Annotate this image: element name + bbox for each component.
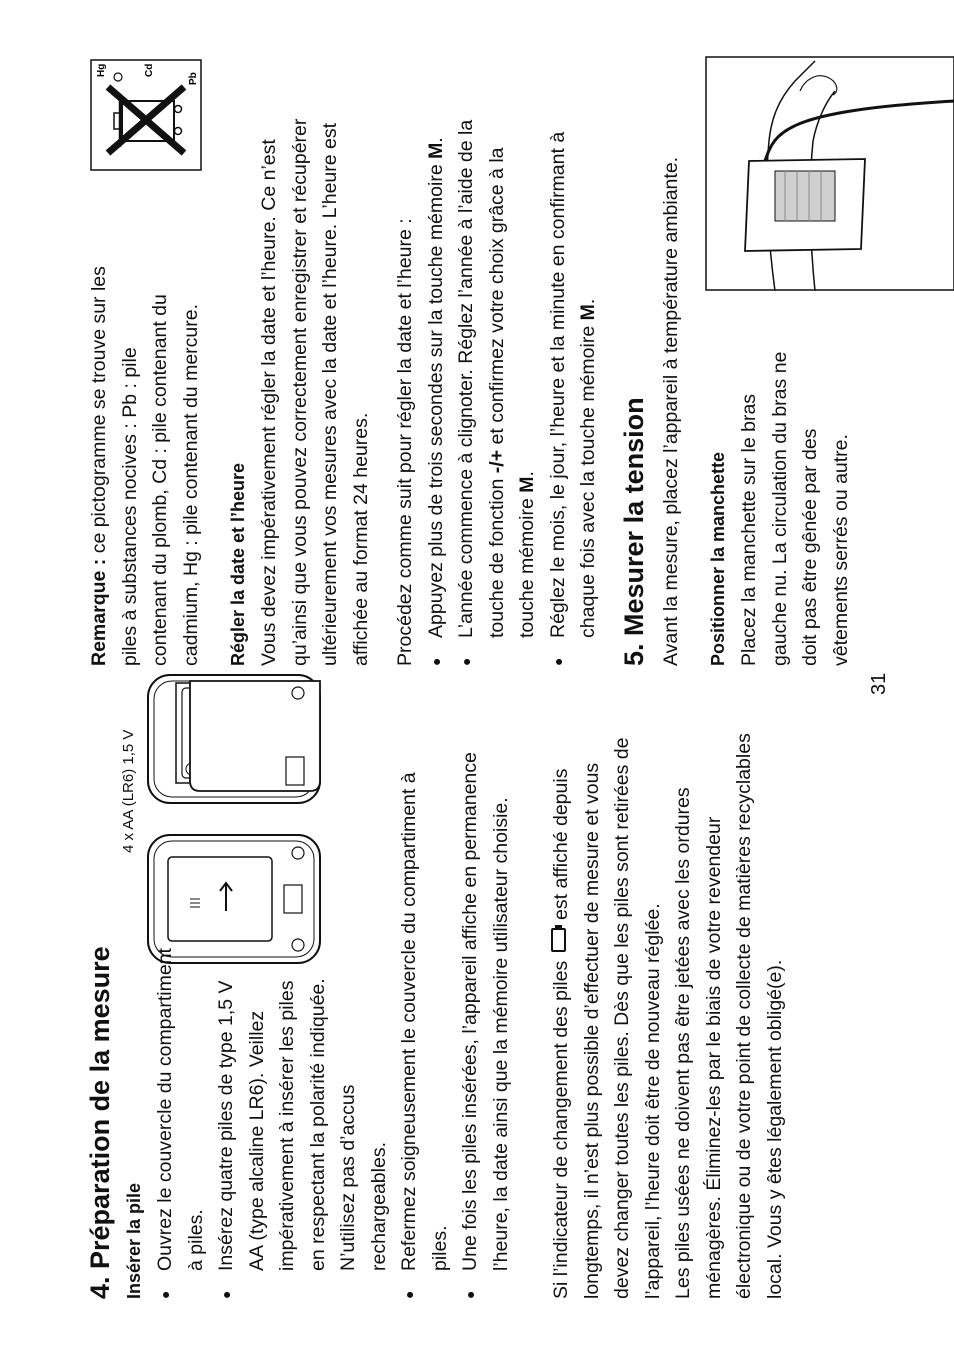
spacer (376, 86, 390, 666)
cuff-heading: Positionner la manchette (708, 451, 728, 666)
punctuation: . (516, 471, 538, 477)
datetime-procedure: Procédez comme suit pour régler la date et l’heure : (394, 218, 416, 666)
memory-key-label: M (516, 476, 538, 493)
indicator-text-2: est affiché depuis longtemps, il n’est plus possible d’effectuer de mesure et vous devez changer toutes les piles. Dès que les piles sont retirées de l’appareil, l’heure doit être de nouveau réglée. (550, 737, 664, 1299)
battery-compartment-illustration (120, 671, 370, 971)
crossed-out-bin-icon (90, 59, 202, 171)
list-item-text: Ouvrez le couvercle du compartiment à piles. (154, 948, 207, 1271)
datetime-heading: Régler la date et l’heure (228, 462, 248, 666)
cuff-paragraph: Placez la manchette sur le bras gauche nu. La circulation du bras ne doit pas être gênée par des vêtements serrés ou autre. (738, 351, 852, 666)
list-item (455, 724, 516, 1299)
list-item (211, 971, 394, 1299)
memory-key-label: M (424, 142, 447, 159)
note-paragraph (84, 266, 206, 666)
arm-cuff-illustration (705, 56, 954, 291)
crossed-out-bin-figure (90, 59, 202, 171)
function-key-label: -/+ (485, 449, 508, 474)
battery-icon (551, 928, 566, 952)
cuff-figure (705, 56, 954, 291)
disposal-paragraph: Les piles usées ne doivent pas être jetées avec les ordures ménagères. Éliminez-les par le biais de votre revendeur électronique ou de votre point de collecte de matières recyclables local. Vous y êtes légalement obligé(e). (672, 733, 786, 1299)
memory-key-label: M (577, 304, 599, 321)
spacer (686, 86, 700, 666)
page-number: 31 (868, 672, 890, 695)
symbol-hg: Hg (96, 63, 107, 77)
section-5-intro: Avant la mesure, placez l’appareil à température ambiante. (659, 156, 682, 666)
list-item-text: Insérez quatre piles de type 1,5 V AA (type alcaline LR6). Veillez impérativement à insérer les piles en respectant la polarité indiquée. N’utilisez pas d’accus rechargeables. (215, 978, 390, 1271)
datetime-intro: Vous devez impérativement régler la date et l’heure. Ce n’est qu’ainsi que vous pouvez correctement enregistrer et récupérer ultérieurement vos mesures avec la date et l’heure. L’heure est affichée au format 24 heures. (258, 118, 372, 666)
step-text: Appuyez plus de trois secondes sur la touche mémoire (424, 164, 447, 638)
spacer (604, 86, 618, 666)
list-item (421, 86, 452, 666)
list-item (451, 86, 543, 666)
symbol-pb: Pb (188, 72, 199, 85)
battery-indicator-paragraph (546, 724, 668, 1299)
list-item (543, 86, 604, 666)
step-text: et confirmez votre choix grâce à la touche mémoire (485, 147, 538, 638)
battery-compartment-figure (120, 671, 370, 971)
battery-spec-label: 4 x AA (LR6) 1,5 V (120, 729, 137, 853)
punctuation: . (424, 137, 447, 143)
step-text: L’année commence à clignoter. Réglez l’année à l’aide de la touche de fonction (455, 119, 508, 638)
note-label: Remarque : (88, 558, 110, 666)
section-4-title: 4. Préparation de la mesure (85, 946, 115, 1299)
indicator-text-1: Si l’indicateur de changement des piles (550, 960, 572, 1299)
note-text: ce pictogramme se trouve sur les piles à substances nocives : Pb : pile contenant du plomb, Cd : pile contenant du cadmium, Hg : pile contenant du mercure. (88, 266, 202, 666)
list-item-text: Refermez soigneusement le couvercle du compartiment à piles. (398, 772, 451, 1271)
list-item-text: Une fois les piles insérées, l’appareil affiche en permanence l’heure, la date ainsi que la mémoire utilisateur choisie. (459, 752, 512, 1271)
datetime-steps-list (421, 86, 604, 666)
step-text: Réglez le mois, le jour, l’heure et la minute en confirmant à chaque fois avec la touche mémoire (546, 131, 599, 638)
punctuation: . (577, 298, 599, 305)
section-5-title: 5. Mesurer la tension (618, 397, 649, 666)
insert-battery-heading: Insérer la pile (124, 1182, 144, 1299)
spacer (516, 724, 546, 1299)
list-item (150, 941, 211, 1299)
list-item (394, 724, 455, 1299)
spacer (206, 86, 220, 666)
symbol-cd: Cd (144, 63, 155, 77)
